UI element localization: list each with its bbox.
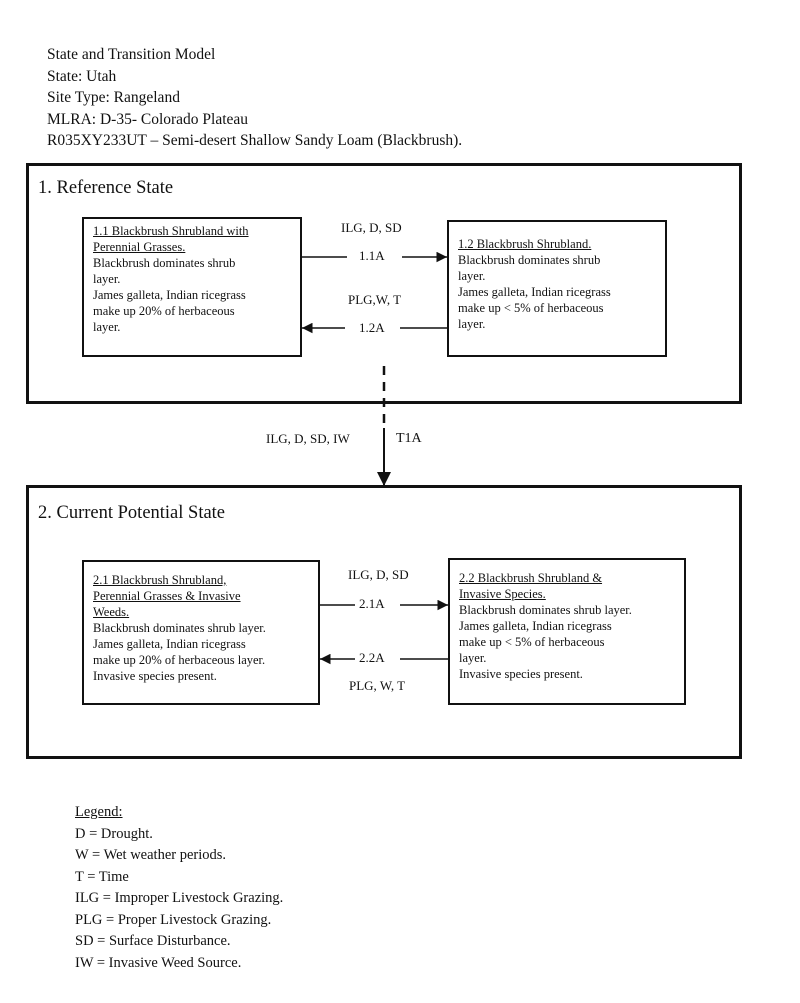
legend-item: T = Time	[75, 868, 129, 885]
community-text-line: James galleta, Indian ricegrass	[93, 288, 246, 302]
legend-item: W = Wet weather periods.	[75, 847, 227, 863]
legend	[75, 802, 283, 974]
community-text-line: make up < 5% of herbaceous	[459, 635, 605, 649]
community-title-line: 1.2 Blackbrush Shrubland.	[458, 237, 592, 251]
community-2-2-box	[448, 558, 686, 705]
community-text-line: James galleta, Indian ricegrass	[458, 285, 611, 299]
community-text-line: Blackbrush dominates shrub layer.	[459, 603, 632, 617]
header-line: MLRA: D-35- Colorado Plateau	[47, 110, 249, 128]
community-text-line: layer.	[93, 320, 121, 334]
pathway-2-1a-causes: ILG, D, SD	[348, 567, 409, 582]
community-text-line: Blackbrush dominates shrub	[458, 253, 601, 267]
pathway-2-2a-code: 2.2A	[359, 650, 385, 665]
header-line: State and Transition Model	[47, 46, 216, 63]
community-title-line: Perennial Grasses & Invasive	[93, 589, 241, 603]
community-text-line: Blackbrush dominates shrub layer.	[93, 621, 266, 635]
community-title-line: 2.1 Blackbrush Shrubland,	[93, 573, 227, 587]
legend-item: SD = Surface Disturbance.	[75, 933, 231, 949]
legend-item: ILG = Improper Livestock Grazing.	[75, 890, 284, 906]
community-text-line: layer.	[459, 651, 487, 665]
pathway-1-2a-code: 1.2A	[359, 320, 385, 335]
community-text-line: make up 20% of herbaceous layer.	[93, 653, 266, 667]
community-text-line: James galleta, Indian ricegrass	[93, 637, 246, 651]
legend-item: IW = Invasive Weed Source.	[75, 954, 242, 971]
community-text-line: make up 20% of herbaceous	[93, 304, 235, 318]
community-text-line: layer.	[458, 269, 486, 283]
community-title-line: 1.1 Blackbrush Shrubland with	[93, 224, 249, 238]
header-line: Site Type: Rangeland	[47, 89, 180, 106]
legend-item: D = Drought.	[75, 825, 153, 842]
community-1-2-box	[447, 220, 667, 357]
pathway-2-1a-code: 2.1A	[359, 596, 385, 611]
community-text-line: Invasive species present.	[459, 667, 583, 681]
legend-item: PLG = Proper Livestock Grazing.	[75, 911, 272, 928]
pathway-1-1a-causes: ILG, D, SD	[341, 220, 402, 235]
community-title-line: 2.2 Blackbrush Shrubland &	[459, 571, 603, 585]
community-text-line: layer.	[458, 317, 486, 331]
community-text-line: layer.	[93, 272, 121, 286]
pathway-2-2a-causes: PLG, W, T	[349, 678, 406, 693]
header-line: R035XY233UT – Semi-desert Shallow Sandy Loam (Blackbrush).	[47, 132, 463, 149]
pathway-1-2a-causes: PLG,W, T	[348, 292, 402, 307]
transition-t1a-code: T1A	[396, 431, 422, 446]
community-1-1-box	[82, 217, 302, 357]
reference-state-title: 1. Reference State	[38, 178, 174, 198]
header-line: State: Utah	[47, 67, 117, 85]
community-text-line: Blackbrush dominates shrub	[93, 256, 236, 270]
community-title-line: Perennial Grasses.	[93, 240, 186, 254]
legend-heading: Legend:	[75, 804, 123, 820]
community-title-line: Invasive Species.	[459, 587, 546, 601]
pathway-1-1a-code: 1.1A	[359, 248, 385, 263]
community-title-line: Weeds.	[93, 605, 130, 619]
transition-t1a-causes: ILG, D, SD, IW	[266, 431, 350, 446]
community-2-1-box	[82, 560, 320, 705]
current-potential-state-title: 2. Current Potential State	[38, 503, 226, 523]
community-text-line: make up < 5% of herbaceous	[458, 301, 604, 315]
community-text-line: Invasive species present.	[93, 669, 217, 683]
community-text-line: James galleta, Indian ricegrass	[459, 619, 612, 633]
